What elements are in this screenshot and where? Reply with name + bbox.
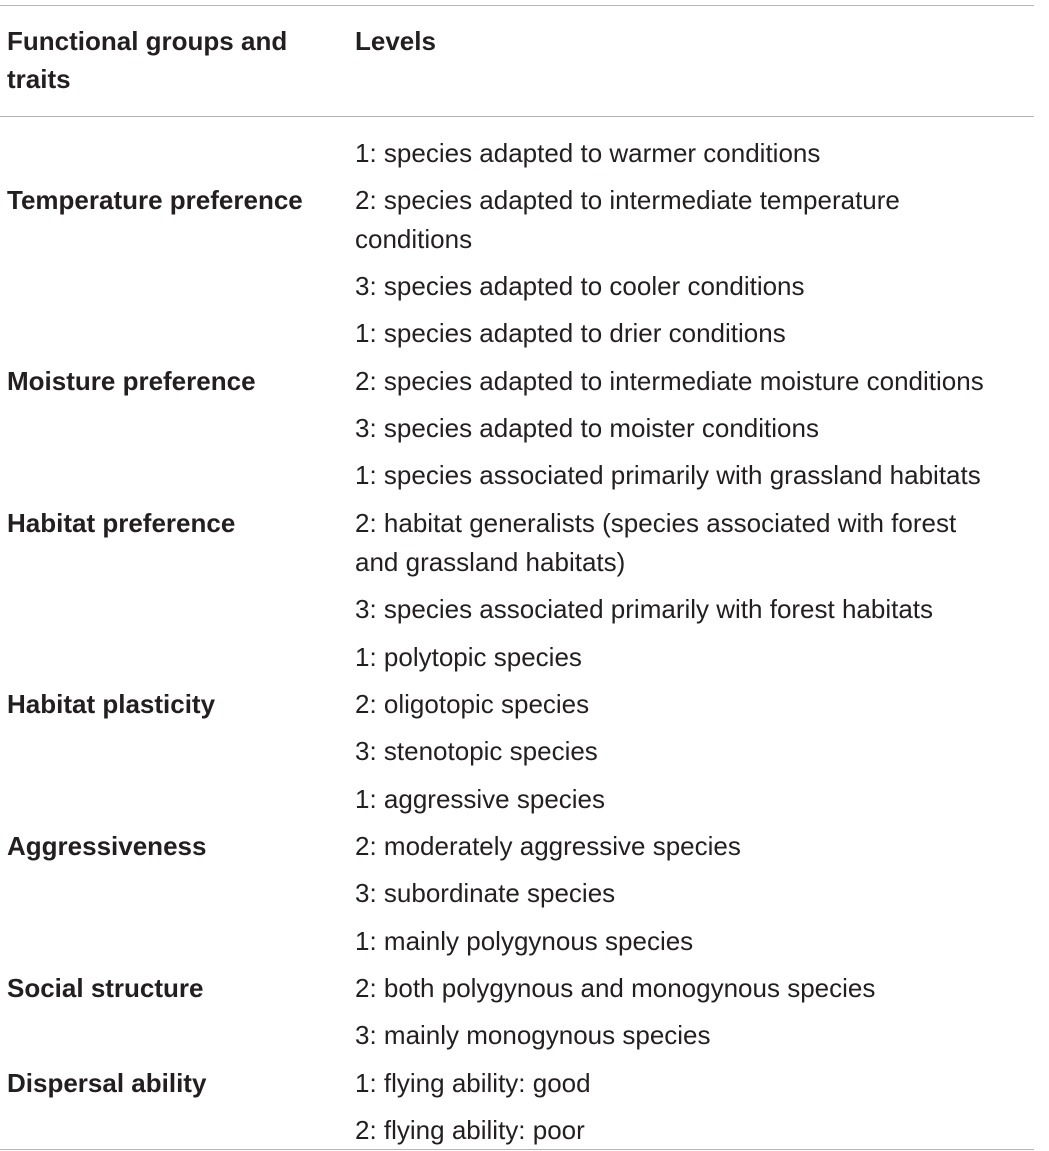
level-item: 2: species adapted to intermediate moisture conditions	[355, 366, 984, 396]
level-item: 2: both polygynous and monogynous species	[355, 973, 876, 1003]
level-item: 2: moderately aggressive species	[355, 831, 741, 861]
level-item: 1: mainly polygynous species	[355, 926, 694, 956]
group-label-moisture: Moisture preference	[7, 366, 256, 396]
level-item: 1: species adapted to warmer conditions	[355, 138, 821, 168]
level-item: 3: stenotopic species	[355, 736, 598, 766]
level-item: 3: species associated primarily with forest habitats	[355, 594, 934, 624]
group-label-habitat-preference: Habitat preference	[7, 508, 236, 538]
bottom-rule	[0, 1149, 1034, 1150]
level-item: 3: species adapted to moister conditions	[355, 413, 819, 443]
level-item: 2: habitat generalists (species associated with forest	[355, 508, 957, 538]
level-item: 3: mainly monogynous species	[355, 1020, 711, 1050]
header-functional-groups: Functional groups and traits	[7, 26, 288, 94]
level-item: 3: species adapted to cooler conditions	[355, 271, 805, 301]
level-item-continuation: and grassland habitats)	[355, 547, 626, 577]
header-rule	[0, 116, 1034, 117]
level-item: 1: flying ability: good	[355, 1068, 591, 1098]
group-label-dispersal-ability: Dispersal ability	[7, 1068, 207, 1098]
level-item: 2: flying ability: poor	[355, 1115, 585, 1145]
group-label-social-structure: Social structure	[7, 973, 204, 1003]
level-item: 1: polytopic species	[355, 642, 582, 672]
level-item: 2: oligotopic species	[355, 689, 590, 719]
level-item: 3: subordinate species	[355, 878, 616, 908]
level-item: 1: aggressive species	[355, 784, 606, 814]
group-label-temperature: Temperature preference	[7, 185, 303, 215]
header-levels: Levels	[355, 26, 436, 56]
group-label-habitat-plasticity: Habitat plasticity	[7, 689, 216, 719]
level-item-continuation: conditions	[355, 224, 473, 254]
level-item: 1: species adapted to drier conditions	[355, 318, 786, 348]
top-rule	[0, 5, 1034, 6]
level-item: 1: species associated primarily with grassland habitats	[355, 460, 981, 490]
group-label-aggressiveness: Aggressiveness	[7, 831, 207, 861]
level-item: 2: species adapted to intermediate temperature	[355, 185, 900, 215]
